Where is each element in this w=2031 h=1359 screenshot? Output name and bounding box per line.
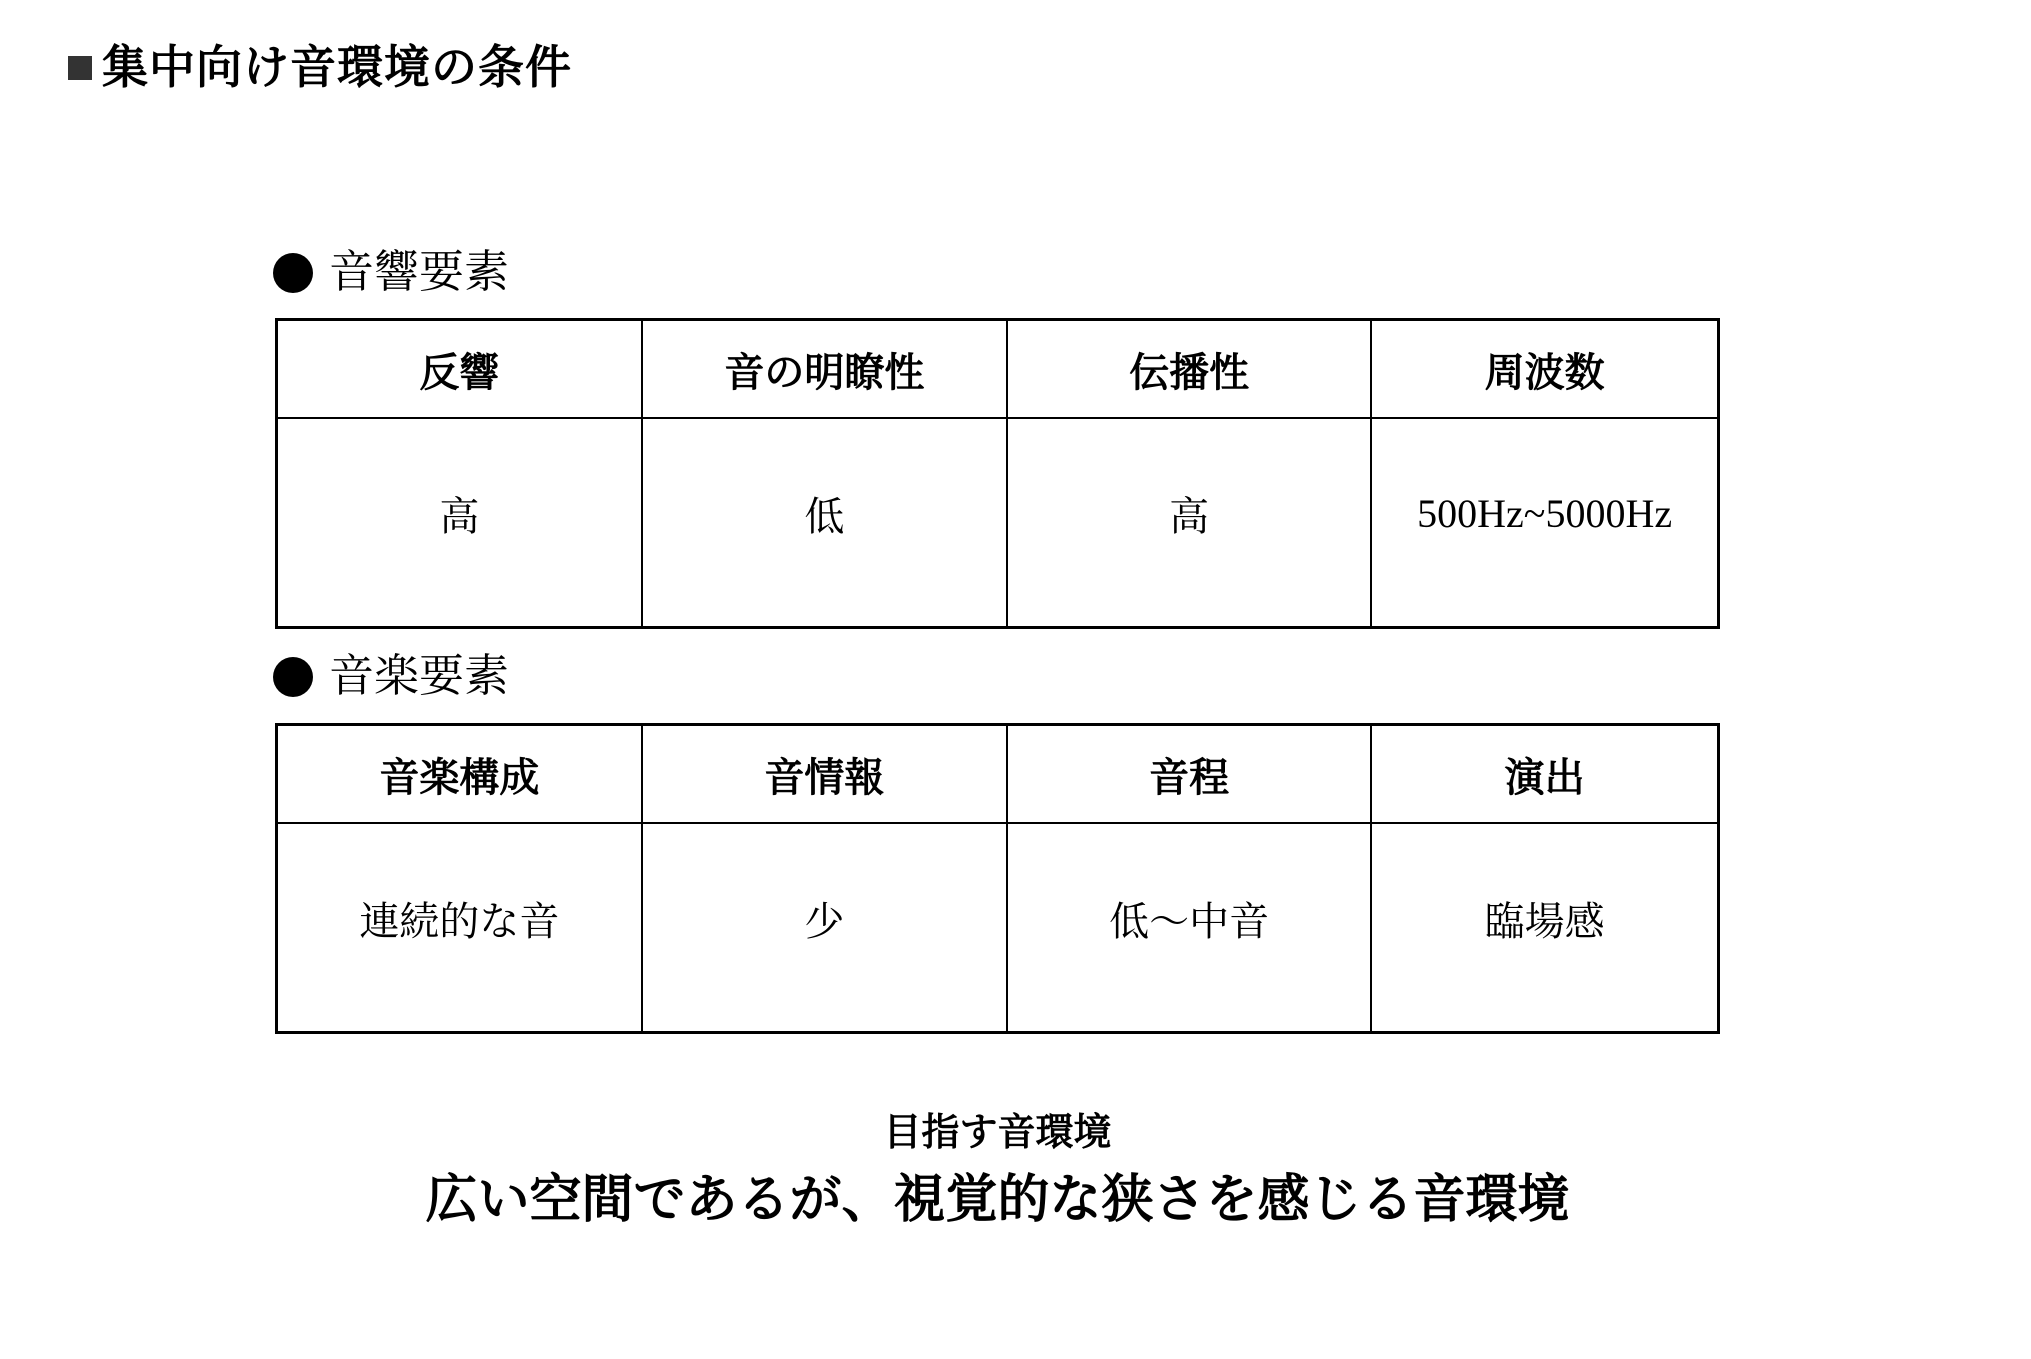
square-bullet-icon <box>68 56 92 80</box>
table-value-cell: 臨場感 <box>1371 823 1718 1033</box>
footer-headline: 広い空間であるが、視覚的な狭さを感じる音環境 <box>425 1171 1570 1229</box>
table-value-row <box>277 823 1719 1033</box>
section-label-text: 音楽要素 <box>329 651 510 701</box>
table-header-cell: 音楽構成 <box>277 725 642 824</box>
table-value-cell: 連続的な音 <box>277 823 642 1033</box>
table-value-cell: 高 <box>277 418 642 628</box>
table-header-cell: 演出 <box>1371 725 1718 824</box>
table-value-cell: 高 <box>1007 418 1371 628</box>
table-value-row <box>277 418 1719 628</box>
table-header-cell: 伝播性 <box>1007 320 1371 419</box>
table <box>275 723 1720 1034</box>
section-label-text: 音響要素 <box>329 247 510 297</box>
table-header-row <box>277 320 1719 419</box>
target-environment-statement <box>275 1112 1720 1233</box>
table-header-cell: 音情報 <box>642 725 1007 824</box>
page-title <box>68 38 572 98</box>
circle-bullet-icon <box>273 657 313 697</box>
table <box>275 318 1720 629</box>
circle-bullet-icon <box>273 253 313 293</box>
table-header-cell: 音の明瞭性 <box>642 320 1007 419</box>
table-header-cell: 周波数 <box>1371 320 1718 419</box>
section-label-acoustic <box>273 248 509 298</box>
table-value-cell: 500Hz~5000Hz <box>1371 418 1718 628</box>
table-value-cell: 少 <box>642 823 1007 1033</box>
table-header-cell: 反響 <box>277 320 642 419</box>
table-header-cell: 音程 <box>1007 725 1371 824</box>
acoustic-elements-table <box>275 318 1720 629</box>
page-title-text: 集中向け音環境の条件 <box>102 42 572 93</box>
table-value-cell: 低〜中音 <box>1007 823 1371 1033</box>
table-header-row <box>277 725 1719 824</box>
section-label-music <box>273 652 509 702</box>
music-elements-table <box>275 723 1720 1034</box>
table-value-cell: 低 <box>642 418 1007 628</box>
footer-caption: 目指す音環境 <box>883 1112 1112 1154</box>
